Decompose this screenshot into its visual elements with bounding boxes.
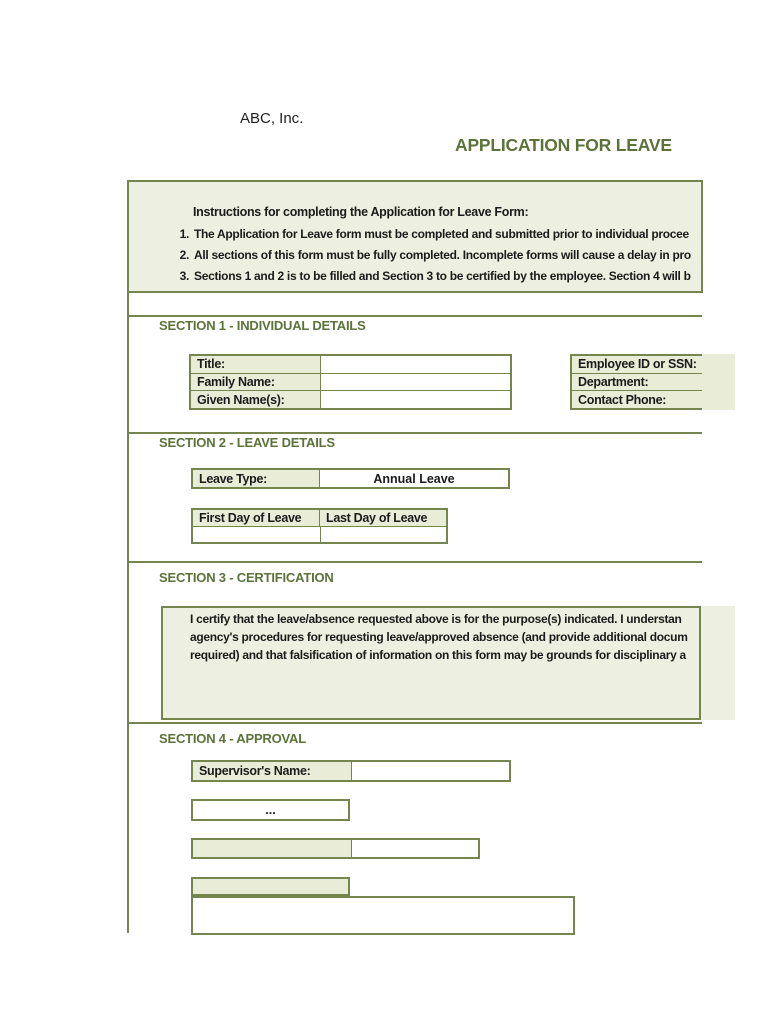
table-header-row [193, 510, 446, 527]
department-label: Department: [572, 374, 704, 391]
certification-text-line: required) and that falsification of information on this form may be grounds for disciplinary a [190, 648, 686, 662]
table-row [193, 527, 446, 542]
contact-phone-label: Contact Phone: [572, 391, 704, 408]
section-divider [127, 432, 702, 434]
section3-title: SECTION 3 - CERTIFICATION [159, 570, 334, 585]
instruction-number: 3. [179, 269, 189, 283]
given-names-field[interactable] [321, 391, 510, 408]
instructions-box [127, 180, 703, 293]
supervisor-name-field[interactable] [352, 762, 509, 780]
leave-type-row [191, 468, 510, 489]
section-divider [127, 722, 702, 724]
page-title: APPLICATION FOR LEAVE [455, 135, 672, 155]
approval-ellipsis-box[interactable] [191, 799, 350, 821]
table-row [191, 391, 510, 408]
approval-comments-box[interactable] [191, 896, 575, 935]
instruction-text: All sections of this form must be fully completed. Incomplete forms will cause a delay in pro [194, 248, 691, 262]
last-day-field[interactable] [321, 527, 446, 542]
section1-title: SECTION 1 - INDIVIDUAL DETAILS [159, 318, 366, 333]
approval-shaded-cell [191, 877, 350, 896]
family-name-label: Family Name: [191, 374, 321, 391]
section-divider [127, 315, 702, 317]
leave-type-label: Leave Type: [193, 470, 320, 487]
certification-text-line: I certify that the leave/absence requested above is for the purpose(s) indicated. I understan [190, 612, 682, 626]
instruction-number: 1. [179, 227, 189, 241]
clipped-shading [701, 606, 735, 720]
approval-row-label [193, 840, 352, 857]
instruction-item [165, 248, 703, 262]
approval-row [191, 838, 480, 859]
section4-title: SECTION 4 - APPROVAL [159, 731, 306, 746]
approval-ellipsis-value: ... [193, 801, 348, 819]
table-row [572, 391, 702, 408]
given-names-label: Given Name(s): [191, 391, 321, 408]
approval-row-field[interactable] [352, 840, 478, 857]
table-row [572, 374, 702, 392]
instruction-item [165, 269, 703, 283]
last-day-header: Last Day of Leave [320, 510, 446, 526]
first-day-field[interactable] [193, 527, 321, 542]
certification-box [161, 606, 701, 720]
instructions-heading: Instructions for completing the Application for Leave Form: [193, 205, 529, 219]
supervisor-name-label: Supervisor's Name: [193, 762, 352, 780]
instruction-item [165, 227, 703, 241]
title-label: Title: [191, 356, 321, 373]
supervisor-name-row [191, 760, 511, 782]
instruction-number: 2. [179, 248, 189, 262]
instruction-text: Sections 1 and 2 is to be filled and Section 3 to be certified by the employee. Section 4 will b [194, 269, 691, 283]
table-row [191, 374, 510, 392]
table-row [572, 356, 702, 374]
leave-dates-table [191, 508, 448, 544]
instruction-text: The Application for Leave form must be completed and submitted prior to individual procee [194, 227, 689, 241]
table-row [191, 356, 510, 374]
section2-title: SECTION 2 - LEAVE DETAILS [159, 435, 335, 450]
individual-details-table [189, 354, 512, 410]
certification-text-line: agency's procedures for requesting leave/approved absence (and provide additional docum [190, 630, 688, 644]
section-divider [127, 561, 702, 563]
leave-type-field[interactable]: Annual Leave [320, 470, 508, 487]
employee-id-label: Employee ID or SSN: [572, 356, 704, 373]
title-field[interactable] [321, 356, 510, 373]
family-name-field[interactable] [321, 374, 510, 391]
first-day-header: First Day of Leave [193, 510, 320, 526]
company-name: ABC, Inc. [240, 110, 304, 127]
employee-details-table [570, 354, 702, 410]
clipped-shading [702, 354, 735, 410]
